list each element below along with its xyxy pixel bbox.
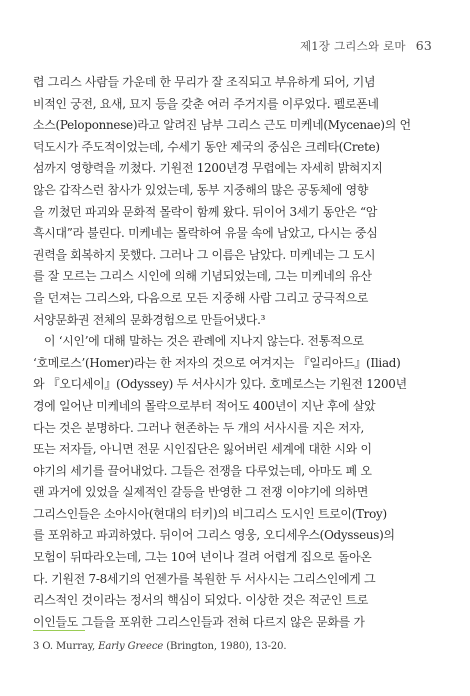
text-line: 을 던져는 그리스와, 다음으로 모든 지중해 사람 그리고 궁극적으로 [33, 290, 369, 305]
text-line: 않은 갑작스런 참사가 있었는데, 동부 지중해의 많은 공동체에 영향 [33, 182, 369, 197]
paragraph-1 [33, 72, 437, 331]
text-line: 그리스인들은 소아시아(현대의 터키)의 비그리스 도시인 트로이(Troy) [33, 506, 387, 521]
footnote-author: O. Murray, [42, 641, 96, 652]
text-line: 권력을 회복하지 못했다. 그러나 그 이름은 남았다. 미케네는 그 도시 [33, 247, 376, 262]
footnote-book-title: Early Greece [98, 641, 164, 652]
footnote-details: (Brington, 1980), 13-20. [166, 641, 287, 652]
text-line: 리스적인 것이라는 정서의 핵심이 되었다. 이상한 것은 적군인 트로 [33, 593, 369, 608]
paragraph-2 [33, 331, 437, 633]
text-line: 야기의 세기를 끌어내었다. 그들은 전쟁을 다루었는데, 아마도 폐 오 [33, 463, 372, 478]
footnote [33, 641, 286, 652]
chapter-title: 제1장 그리스와 로마 [299, 39, 406, 53]
text-line: 와 『오디세이』(Odyssey) 두 서사시가 있다. 호메로스는 기원전 1200년 [33, 377, 407, 392]
running-header [300, 38, 432, 54]
text-line: 덕도시가 주도적이었는데, 수세기 동안 제국의 중심은 크레타(Crete) [33, 139, 380, 154]
page-number: 63 [415, 38, 432, 53]
text-line: 서양문화권 전체의 문화경험으로 만들어냈다.³ [33, 312, 266, 327]
text-line: 을 끼쳤던 파괴와 문화적 몰락이 함께 왔다. 뒤이어 3세기 동안은 “암 [33, 204, 378, 219]
text-line: 소스(Peloponnese)라고 알려진 남부 그리스 근도 미케네(Mycenae)의 언 [33, 118, 411, 133]
text-line: 또는 저자들, 아니면 전문 시인집단은 잃어버린 세계에 대한 시와 이 [33, 442, 372, 457]
text-line: 랜 과거에 있었을 실제적인 갈등을 반영한 그 전쟁 이야기에 의하면 [33, 485, 369, 500]
text-line: 모험이 뒤따라오는데, 그는 10여 년이나 걸려 어렵게 집으로 돌아온 [33, 550, 372, 565]
body-text [33, 72, 437, 633]
text-line: 를 잘 모르는 그리스 시인에 의해 기념되었는데, 그는 미케네의 유산 [33, 269, 372, 284]
text-line: 섬까지 영향력을 끼쳤다. 기원전 1200년경 무렵에는 자세히 밝혀지지 [33, 161, 383, 176]
text-line: 렵 그리스 사람들 가운데 한 무리가 잘 조직되고 부유하게 되어, 기념 [33, 75, 376, 89]
text-line: 이인들도 그들을 포위한 그리스인들과 전혀 다르지 않은 문화를 가 [33, 614, 365, 629]
text-line: 다. 기원전 7-8세기의 언젠가를 복원한 두 서사시는 그리스인에게 그 [33, 571, 376, 586]
text-line: 흑시대”라 불린다. 미케네는 몰락하여 유물 속에 남았고, 다시는 중심 [33, 226, 378, 241]
footnote-divider [33, 630, 85, 631]
text-line: 를 포위하고 파괴하였다. 뒤이어 그리스 영웅, 오디세우스(Odysseus)의 [33, 528, 395, 543]
text-line: 이 ‘시인’에 대해 말하는 것은 관례에 지나지 않는다. 전통적으로 [44, 334, 364, 349]
footnote-number: 3 [33, 641, 40, 652]
text-line: 경에 일어난 미케네의 몰락으로부터 적어도 400년이 지난 후에 살았 [33, 398, 376, 413]
text-line: 다는 것은 분명하다. 그러나 현존하는 두 개의 서사시를 지은 저자, [33, 420, 364, 435]
text-line: 비적인 궁전, 요새, 묘지 등을 갖춘 여러 주거지를 이루었다. 펠로폰네 [33, 96, 379, 111]
text-line: ‘호메로스’(Homer)라는 한 저자의 것으로 여겨지는 『일리아드』(Iliad) [33, 355, 401, 370]
